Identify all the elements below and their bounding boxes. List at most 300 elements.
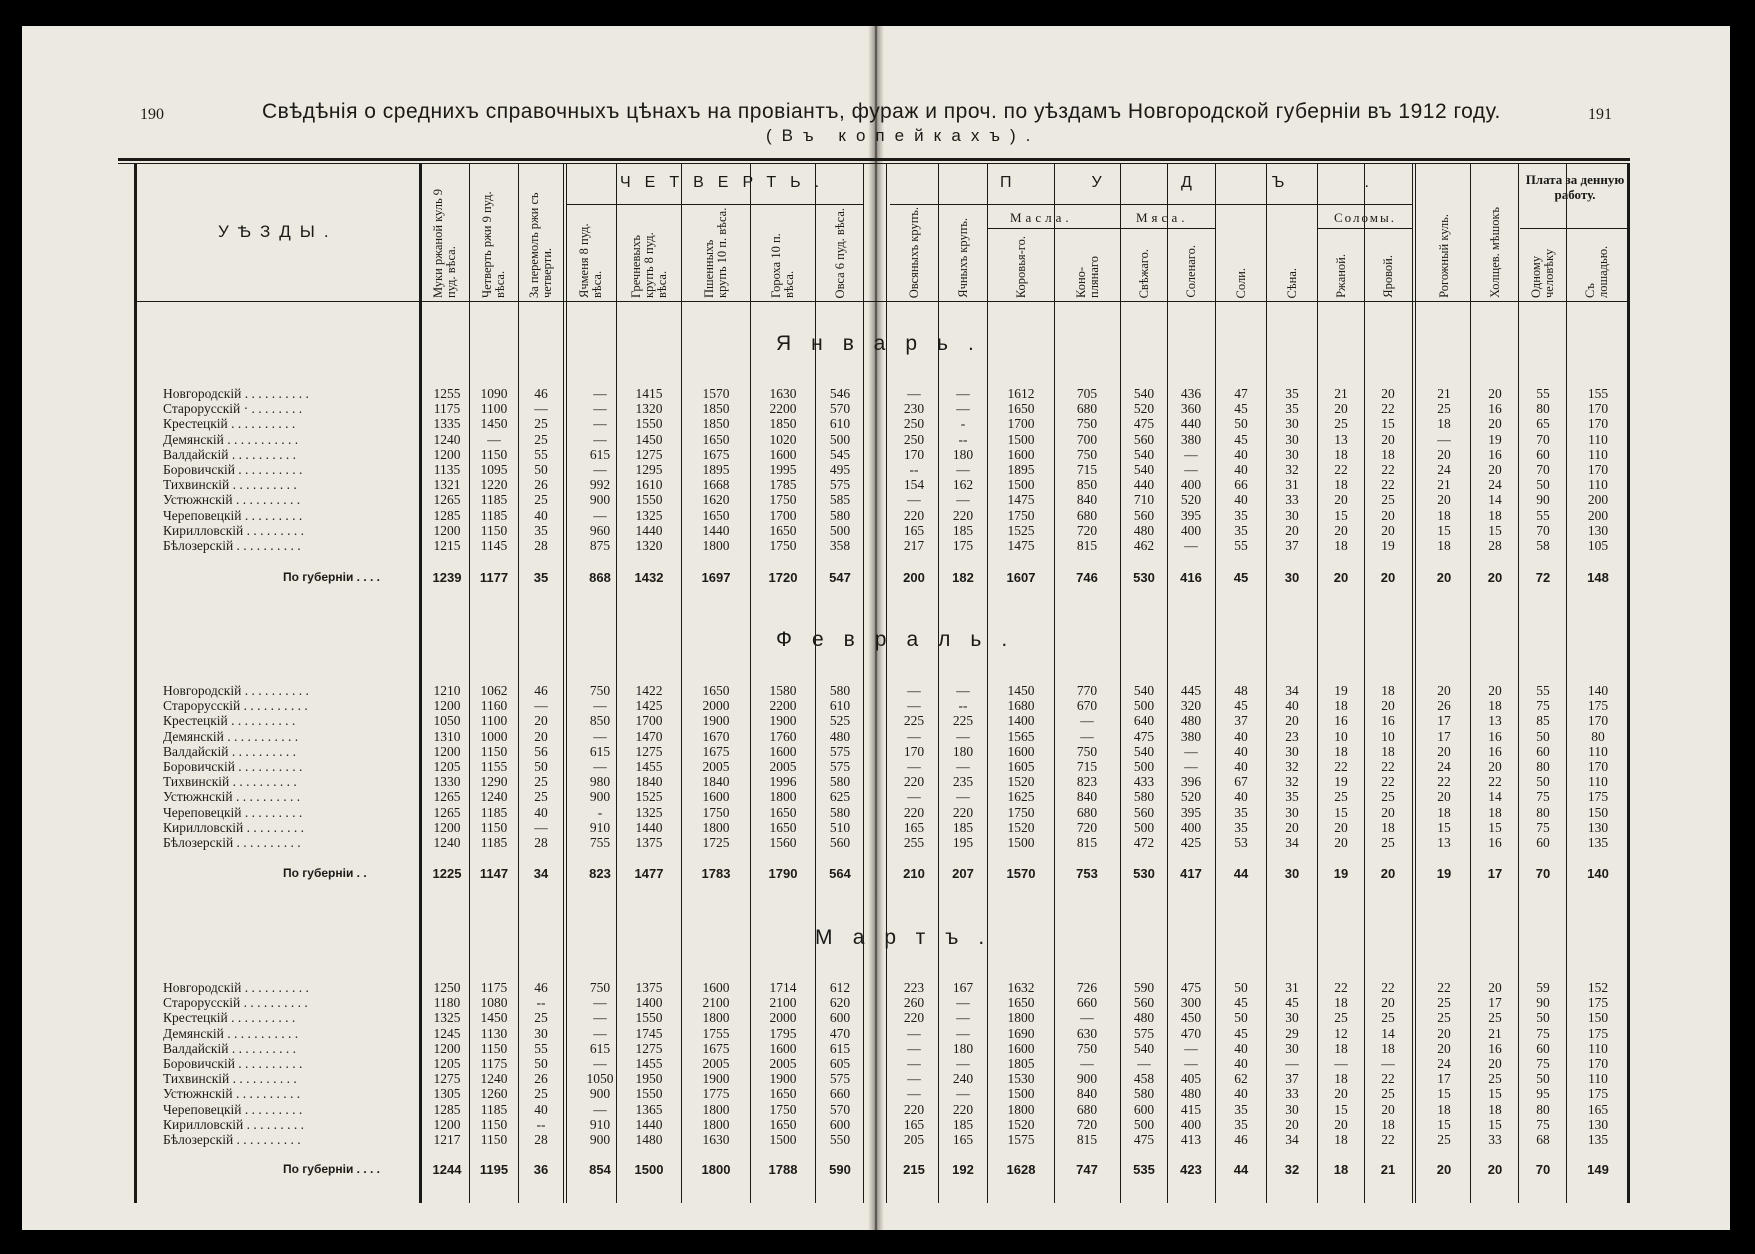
table-cell: — bbox=[1381, 1056, 1395, 1071]
table-cell: 500 bbox=[829, 431, 851, 447]
table-cell: 425 bbox=[1180, 835, 1202, 850]
table-cell: 570 bbox=[829, 1101, 851, 1117]
table-cell: 20 bbox=[1488, 759, 1502, 774]
table-cell: 207 bbox=[952, 866, 974, 881]
table-cell: 50 bbox=[534, 462, 548, 477]
table-cell: 1155 bbox=[480, 759, 508, 774]
table-cell: 18 bbox=[1437, 804, 1451, 820]
table-cell: 22 bbox=[1437, 980, 1451, 995]
table-cell: 1520 bbox=[1007, 819, 1035, 835]
table-cell: — bbox=[1184, 1040, 1198, 1056]
table-cell: 140 bbox=[1587, 866, 1609, 881]
table-cell: 1285 bbox=[433, 507, 461, 523]
table-cell: 21 bbox=[1437, 386, 1451, 401]
table-cell: 480 bbox=[829, 728, 851, 744]
table-cell: — bbox=[907, 1040, 921, 1056]
table-cell: 175 bbox=[1587, 789, 1609, 805]
table-cell: 753 bbox=[1076, 866, 1098, 881]
table-cell: 1265 bbox=[433, 789, 461, 805]
col-header-s-loshadyu: Съ лошадью. bbox=[1583, 245, 1610, 298]
table-cell: 19 bbox=[1334, 683, 1348, 698]
table-cell: 320 bbox=[1180, 698, 1202, 714]
table-cell: 1205 bbox=[433, 1056, 461, 1071]
table-cell: 20 bbox=[534, 728, 548, 744]
table-cell: 240 bbox=[952, 1071, 974, 1087]
table-row bbox=[0, 1117, 1755, 1132]
table-cell: 720 bbox=[1076, 1116, 1098, 1132]
table-cell: 1650 bbox=[702, 431, 730, 447]
table-cell: 400 bbox=[1180, 1116, 1202, 1132]
table-cell: 70 bbox=[1536, 462, 1550, 477]
table-cell: 30 bbox=[534, 1025, 548, 1041]
table-cell: 1375 bbox=[635, 835, 663, 850]
table-cell: 2200 bbox=[769, 401, 797, 417]
col-header-chetvert-rzhi: Четверть ржи 9 пуд. вѣса. bbox=[480, 191, 507, 298]
table-cell: 55 bbox=[1234, 538, 1248, 553]
table-cell: 610 bbox=[829, 698, 851, 714]
table-cell: 680 bbox=[1076, 1101, 1098, 1117]
table-cell: 18 bbox=[1381, 743, 1395, 759]
table-cell: 495 bbox=[829, 462, 851, 477]
uezd-name: Боровичскій . . . . . . . . . . bbox=[163, 1056, 303, 1071]
table-cell: 1605 bbox=[1007, 759, 1035, 774]
table-cell: 1900 bbox=[702, 713, 730, 729]
table-cell: 16 bbox=[1334, 713, 1348, 729]
table-cell: 175 bbox=[1587, 1025, 1609, 1041]
table-cell: 720 bbox=[1076, 522, 1098, 538]
table-cell: 35 bbox=[1234, 507, 1248, 523]
table-cell: 1245 bbox=[433, 1025, 461, 1041]
table-cell: — bbox=[593, 1025, 607, 1041]
table-cell: 1800 bbox=[702, 819, 730, 835]
table-cell: 250 bbox=[903, 431, 925, 447]
table-cell: 50 bbox=[1536, 477, 1550, 493]
table-cell: 1160 bbox=[480, 698, 508, 714]
table-cell: 1800 bbox=[702, 1101, 730, 1117]
table-cell: 25 bbox=[534, 431, 548, 447]
table-cell: 612 bbox=[829, 980, 851, 995]
table-cell: 910 bbox=[589, 819, 611, 835]
table-cell: 40 bbox=[534, 507, 548, 523]
table-cell: 1600 bbox=[702, 789, 730, 805]
table-cell: 680 bbox=[1076, 401, 1098, 417]
uezd-name: Боровичскій . . . . . . . . . . bbox=[163, 462, 303, 477]
table-cell: 1177 bbox=[479, 570, 509, 585]
table-cell: 1996 bbox=[769, 774, 797, 790]
table-cell: 14 bbox=[1488, 789, 1502, 805]
table-cell: 840 bbox=[1076, 789, 1098, 805]
col-header-korovye: Коровья-го. bbox=[1013, 235, 1028, 298]
table-cell: — bbox=[593, 431, 607, 447]
table-cell: 29 bbox=[1285, 1025, 1299, 1041]
table-row bbox=[0, 774, 1755, 789]
table-cell: 162 bbox=[952, 477, 974, 493]
table-cell: 72 bbox=[1535, 570, 1551, 585]
table-cell: 560 bbox=[1133, 507, 1155, 523]
uezd-name: Валдайскій . . . . . . . . . . bbox=[163, 446, 296, 462]
table-cell: 1150 bbox=[480, 1116, 508, 1132]
uezd-name: Крестецкій . . . . . . . . . . bbox=[163, 713, 296, 729]
table-cell: 110 bbox=[1588, 477, 1608, 493]
table-cell: 2000 bbox=[702, 698, 730, 714]
table-cell: 615 bbox=[589, 743, 611, 759]
table-cell: 705 bbox=[1076, 386, 1098, 401]
table-cell: 1550 bbox=[635, 492, 663, 508]
table-cell: 580 bbox=[829, 683, 851, 698]
table-cell: 1580 bbox=[769, 683, 797, 698]
table-cell: 1455 bbox=[635, 1056, 663, 1071]
table-cell: 18 bbox=[1334, 1071, 1348, 1087]
table-cell: 1455 bbox=[635, 759, 663, 774]
table-cell: 20 bbox=[1285, 522, 1299, 538]
table-cell: 25 bbox=[1334, 416, 1348, 432]
col-header-ovsyanykh: Овсяныхъ крупъ. bbox=[906, 206, 921, 298]
table-cell: 18 bbox=[1334, 1132, 1348, 1147]
table-cell: 220 bbox=[952, 507, 974, 523]
uezd-name: Старорусскій . . . . . . . . . . bbox=[163, 995, 308, 1011]
table-cell: 24 bbox=[1437, 1056, 1451, 1071]
table-cell: 1895 bbox=[702, 462, 730, 477]
group-header-pud: ПУДЪ. bbox=[1000, 174, 1449, 191]
table-cell: 750 bbox=[1076, 1040, 1098, 1056]
table-row bbox=[0, 1132, 1755, 1147]
table-cell: 80 bbox=[1536, 804, 1550, 820]
col-header-peremol: За перемолъ ржи съ четверти. bbox=[527, 192, 554, 298]
table-cell: 625 bbox=[829, 789, 851, 805]
table-cell: 1775 bbox=[702, 1086, 730, 1102]
table-cell: 1800 bbox=[701, 1162, 731, 1177]
table-cell: 910 bbox=[589, 1116, 611, 1132]
table-cell: 13 bbox=[1334, 431, 1348, 447]
total-row bbox=[0, 866, 1755, 881]
table-cell: — bbox=[956, 462, 970, 477]
table-cell: 815 bbox=[1076, 835, 1098, 850]
table-cell: 20 bbox=[1381, 1101, 1395, 1117]
table-cell: 415 bbox=[1180, 1101, 1202, 1117]
group-rule-plata bbox=[1520, 228, 1630, 229]
col-header-svezhago: Свѣжаго. bbox=[1136, 248, 1151, 298]
table-cell: 170 bbox=[1587, 713, 1609, 729]
table-cell: 170 bbox=[1587, 462, 1609, 477]
table-cell: — bbox=[593, 1056, 607, 1071]
table-cell: -- bbox=[909, 462, 919, 477]
table-cell: 35 bbox=[1285, 789, 1299, 805]
table-cell: 445 bbox=[1180, 683, 1202, 698]
table-cell: — bbox=[593, 1010, 607, 1026]
table-cell: 423 bbox=[1180, 1162, 1202, 1177]
table-cell: 18 bbox=[1488, 1101, 1502, 1117]
table-cell: — bbox=[907, 728, 921, 744]
table-cell: 40 bbox=[1234, 789, 1248, 805]
total-row bbox=[0, 570, 1755, 585]
uezd-name: Тихвинскій . . . . . . . . . . bbox=[163, 477, 297, 493]
table-cell: 155 bbox=[1587, 386, 1609, 401]
table-cell: 220 bbox=[952, 1101, 974, 1117]
table-cell: 50 bbox=[1536, 1010, 1550, 1026]
table-cell: 1475 bbox=[1007, 538, 1035, 553]
table-cell: 1500 bbox=[769, 1132, 797, 1147]
table-cell: 1570 bbox=[1006, 866, 1036, 881]
table-cell: 1480 bbox=[635, 1132, 663, 1147]
table-row bbox=[0, 1056, 1755, 1071]
table-cell: 1400 bbox=[635, 995, 663, 1011]
table-cell: 580 bbox=[829, 507, 851, 523]
table-cell: 1550 bbox=[635, 416, 663, 432]
table-cell: 220 bbox=[903, 1010, 925, 1026]
table-cell: 22 bbox=[1334, 980, 1348, 995]
table-cell: 20 bbox=[1437, 789, 1451, 805]
table-row bbox=[0, 835, 1755, 850]
table-cell: 1335 bbox=[433, 416, 461, 432]
table-cell: 105 bbox=[1587, 538, 1609, 553]
table-cell: — bbox=[1137, 1056, 1151, 1071]
table-cell: 1620 bbox=[702, 492, 730, 508]
table-cell: 546 bbox=[829, 386, 851, 401]
table-cell: 540 bbox=[1133, 462, 1155, 477]
table-cell: 1090 bbox=[480, 386, 508, 401]
table-cell: 110 bbox=[1588, 743, 1608, 759]
table-cell: 140 bbox=[1587, 683, 1609, 698]
table-cell: 580 bbox=[1133, 1086, 1155, 1102]
table-cell: 20 bbox=[1334, 492, 1348, 508]
table-cell: 850 bbox=[1076, 477, 1098, 493]
table-cell: 715 bbox=[1076, 759, 1098, 774]
table-cell: 475 bbox=[1133, 728, 1155, 744]
table-cell: 2200 bbox=[769, 698, 797, 714]
table-cell: 33 bbox=[1488, 1132, 1502, 1147]
col-header-rzhanoy: Ржаной. bbox=[1333, 254, 1348, 298]
table-cell: 30 bbox=[1285, 1040, 1299, 1056]
table-cell: — bbox=[593, 759, 607, 774]
table-cell: 25 bbox=[1437, 1132, 1451, 1147]
table-cell: 152 bbox=[1587, 980, 1609, 995]
table-cell: 1295 bbox=[635, 462, 663, 477]
table-row bbox=[0, 980, 1755, 995]
table-cell: 20 bbox=[1488, 683, 1502, 698]
table-cell: 360 bbox=[1180, 401, 1202, 417]
table-cell: 22 bbox=[1381, 477, 1395, 493]
table-cell: — bbox=[1080, 713, 1094, 729]
group-header-myasa: Мяса. bbox=[1136, 210, 1189, 225]
table-cell: 135 bbox=[1587, 1132, 1609, 1147]
table-cell: 1600 bbox=[1007, 446, 1035, 462]
table-row bbox=[0, 805, 1755, 820]
table-cell: 1850 bbox=[702, 416, 730, 432]
table-cell: 20 bbox=[1381, 804, 1395, 820]
table-cell: 610 bbox=[829, 416, 851, 432]
table-cell: 1080 bbox=[480, 995, 508, 1011]
table-cell: 1440 bbox=[702, 522, 730, 538]
table-cell: 1275 bbox=[433, 1071, 461, 1087]
table-cell: 170 bbox=[903, 446, 925, 462]
table-cell: 510 bbox=[829, 819, 851, 835]
table-cell: -- bbox=[536, 995, 546, 1011]
table-cell: 35 bbox=[1234, 819, 1248, 835]
table-cell: 300 bbox=[1180, 995, 1202, 1011]
col-header-konoplyanogo: Коно-плянаго bbox=[1073, 256, 1101, 298]
table-cell: 185 bbox=[952, 522, 974, 538]
table-cell: 32 bbox=[1284, 1162, 1300, 1177]
table-cell: 18 bbox=[1437, 507, 1451, 523]
table-cell: 30 bbox=[1285, 1101, 1299, 1117]
table-cell: 615 bbox=[829, 1040, 851, 1056]
table-cell: 540 bbox=[1133, 446, 1155, 462]
table-cell: 500 bbox=[1133, 1116, 1155, 1132]
table-cell: 46 bbox=[1234, 1132, 1248, 1147]
table-cell: 19 bbox=[1333, 866, 1349, 881]
table-cell: 1700 bbox=[769, 507, 797, 523]
table-cell: 540 bbox=[1133, 743, 1155, 759]
uezd-name: Череповецкій . . . . . . . . . bbox=[163, 804, 303, 820]
table-cell: 1150 bbox=[480, 446, 508, 462]
table-cell: 22 bbox=[1381, 401, 1395, 417]
table-row bbox=[0, 729, 1755, 744]
table-cell: 1632 bbox=[1007, 980, 1035, 995]
total-label: По губерніи . . . . bbox=[283, 1162, 381, 1176]
table-cell: 1145 bbox=[480, 538, 508, 553]
table-cell: 480 bbox=[1180, 713, 1202, 729]
table-cell: 18 bbox=[1381, 1040, 1395, 1056]
table-row bbox=[0, 759, 1755, 774]
table-cell: 1675 bbox=[702, 743, 730, 759]
table-cell: 560 bbox=[1133, 995, 1155, 1011]
table-cell: 21 bbox=[1488, 1025, 1502, 1041]
table-cell: 1714 bbox=[769, 980, 797, 995]
table-cell: 1650 bbox=[1007, 995, 1035, 1011]
total-row bbox=[0, 1162, 1755, 1177]
table-cell: 255 bbox=[903, 835, 925, 850]
table-cell: 1650 bbox=[769, 1116, 797, 1132]
table-cell: 1900 bbox=[769, 713, 797, 729]
table-cell: 540 bbox=[1133, 386, 1155, 401]
uezd-name: Новгородскій . . . . . . . . . . bbox=[163, 386, 309, 401]
month-heading: Мартъ. bbox=[815, 926, 1005, 949]
table-cell: 20 bbox=[1381, 507, 1395, 523]
table-cell: 575 bbox=[829, 743, 851, 759]
table-cell: 1440 bbox=[635, 522, 663, 538]
table-cell: 37 bbox=[1234, 713, 1248, 729]
uezd-name: Новгородскій . . . . . . . . . . bbox=[163, 683, 309, 698]
table-cell: 35 bbox=[1234, 1101, 1248, 1117]
table-cell: 50 bbox=[1536, 774, 1550, 790]
table-cell: 46 bbox=[534, 980, 548, 995]
uezd-name: Тихвинскій . . . . . . . . . . bbox=[163, 774, 297, 790]
table-cell: 680 bbox=[1076, 507, 1098, 523]
table-cell: 750 bbox=[1076, 743, 1098, 759]
table-cell: 16 bbox=[1488, 743, 1502, 759]
table-cell: 24 bbox=[1437, 462, 1451, 477]
table-cell: — bbox=[487, 431, 501, 447]
table-row bbox=[0, 1010, 1755, 1025]
table-row bbox=[0, 1071, 1755, 1086]
table-cell: 110 bbox=[1588, 1071, 1608, 1087]
table-cell: 530 bbox=[1133, 570, 1155, 585]
col-header-soli: Соли. bbox=[1233, 267, 1248, 298]
table-cell: 90 bbox=[1536, 995, 1550, 1011]
table-cell: 220 bbox=[903, 507, 925, 523]
table-cell: — bbox=[907, 492, 921, 508]
table-cell: 15 bbox=[1488, 1086, 1502, 1102]
table-cell: 1950 bbox=[635, 1071, 663, 1087]
table-cell: 475 bbox=[1133, 1132, 1155, 1147]
table-cell: 20 bbox=[1334, 835, 1348, 850]
table-cell: — bbox=[1184, 743, 1198, 759]
table-cell: 750 bbox=[589, 980, 611, 995]
table-row bbox=[0, 789, 1755, 804]
table-cell: 40 bbox=[1234, 492, 1248, 508]
table-cell: 590 bbox=[829, 1162, 851, 1177]
table-cell: — bbox=[956, 386, 970, 401]
table-cell: 1185 bbox=[480, 835, 508, 850]
table-cell: 1325 bbox=[635, 507, 663, 523]
table-cell: 40 bbox=[1285, 698, 1299, 714]
table-cell: 1720 bbox=[768, 570, 798, 585]
table-cell: 20 bbox=[1334, 819, 1348, 835]
table-cell: 18 bbox=[1437, 416, 1451, 432]
table-cell: 1800 bbox=[769, 789, 797, 805]
uezd-name: Крестецкій . . . . . . . . . . bbox=[163, 1010, 296, 1026]
table-cell: 1050 bbox=[433, 713, 461, 729]
table-cell: 18 bbox=[1334, 477, 1348, 493]
table-cell: 80 bbox=[1536, 1101, 1550, 1117]
table-row bbox=[0, 462, 1755, 477]
page-subtitle: (Въ копейкахъ). bbox=[766, 126, 1041, 145]
table-cell: 472 bbox=[1133, 835, 1155, 850]
table-cell: 1185 bbox=[480, 804, 508, 820]
table-cell: 2100 bbox=[702, 995, 730, 1011]
table-cell: 413 bbox=[1180, 1132, 1202, 1147]
table-cell: 20 bbox=[534, 713, 548, 729]
table-cell: — bbox=[956, 1056, 970, 1071]
table-cell: 2005 bbox=[769, 1056, 797, 1071]
table-cell: 1630 bbox=[702, 1132, 730, 1147]
uezd-name: Череповецкій . . . . . . . . . bbox=[163, 507, 303, 523]
table-cell: 1325 bbox=[635, 804, 663, 820]
table-cell: 580 bbox=[829, 804, 851, 820]
table-cell: 50 bbox=[1234, 1010, 1248, 1026]
table-cell: 16 bbox=[1381, 713, 1395, 729]
table-cell: 1788 bbox=[768, 1162, 798, 1177]
table-cell: 200 bbox=[903, 570, 925, 585]
table-cell: 1250 bbox=[433, 980, 461, 995]
table-cell: 18 bbox=[1381, 446, 1395, 462]
table-cell: 436 bbox=[1180, 386, 1202, 401]
table-cell: 220 bbox=[903, 774, 925, 790]
table-cell: 180 bbox=[952, 1040, 974, 1056]
table-cell: 1244 bbox=[432, 1162, 462, 1177]
table-row bbox=[0, 1041, 1755, 1056]
table-top-rule bbox=[118, 158, 1630, 161]
table-cell: 34 bbox=[1285, 835, 1299, 850]
table-cell: 1600 bbox=[1007, 1040, 1035, 1056]
table-cell: 720 bbox=[1076, 819, 1098, 835]
uezd-name: Валдайскій . . . . . . . . . . bbox=[163, 743, 296, 759]
table-cell: 960 bbox=[589, 522, 611, 538]
table-cell: 18 bbox=[1334, 446, 1348, 462]
table-cell: 18 bbox=[1381, 1116, 1395, 1132]
table-cell: 1240 bbox=[480, 789, 508, 805]
table-cell: 200 bbox=[1587, 492, 1609, 508]
table-cell: 17 bbox=[1487, 866, 1503, 881]
table-row bbox=[0, 713, 1755, 728]
table-cell: 1200 bbox=[433, 743, 461, 759]
table-cell: 217 bbox=[903, 538, 925, 553]
table-cell: 40 bbox=[1234, 1086, 1248, 1102]
table-cell: 726 bbox=[1076, 980, 1098, 995]
table-cell: 130 bbox=[1587, 522, 1609, 538]
uezd-name: Устюжнскій . . . . . . . . . . bbox=[163, 492, 301, 508]
table-cell: 1440 bbox=[635, 819, 663, 835]
